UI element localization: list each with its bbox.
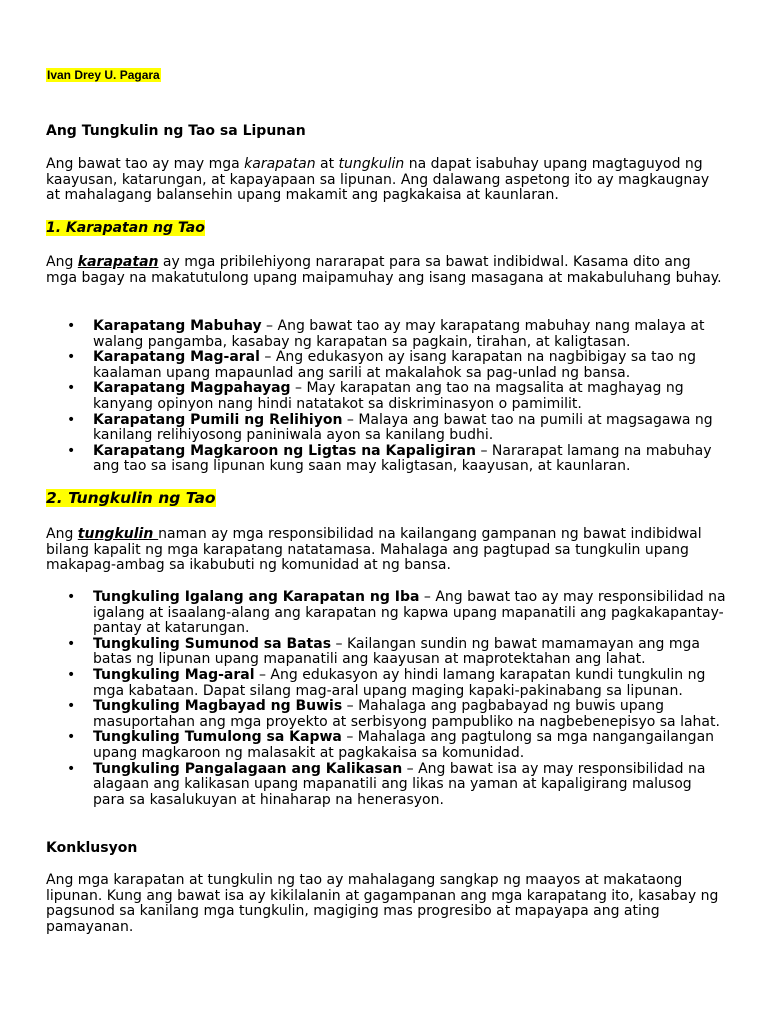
intro-paragraph: Ang bawat tao ay may mga karapatan at tungkulin na dapat isabuhay upang magtaguyod ng kaayusan, katarungan, at kapayapaan sa lipunan. Ang dalawang aspetong ito ay magkaugnay at mahalagang balansehin upang makamit ang pagkakaisa at kaunlaran. xyxy=(46,156,710,204)
list-item: • Tungkuling Tumulong sa Kapwa – Mahalaga ang pagtulong sa mga nangangailangan upang magkaroon ng malasakit at pagkakaisa sa komunidad. xyxy=(93,730,726,761)
list-item: • Tungkuling Igalang ang Karapatan ng Iba – Ang bawat tao ay may responsibilidad na igalang at isaalang-alang ang karapatan ng kapwa upang mapanatili ang pagkakapantay-pantay at katarungan. xyxy=(93,590,726,637)
list-item: • Tungkuling Pangalagaan ang Kalikasan – Ang bawat isa ay may responsibilidad na alagaan ang kalikasan upang mapanatili ang likas na yaman at kapaligirang malusog para sa kasalukuyan at hinaharap na henerasyon. xyxy=(93,762,726,809)
section-1-lead: Ang karapatan ay mga pribilehiyong nararapat para sa bawat indibidwal. Kasama dito ang mga bagay na makatutulong upang maipamuhay ang isang masagana at makabuluhang buhay. xyxy=(46,254,722,286)
tungkulin-term: tungkulin xyxy=(338,156,405,172)
list-item: • Karapatang Magpahayag – May karapatan ang tao na magsalita at maghayag ng kanyang opinyon nang hindi natatakot sa diskriminasyon o pamimilit. xyxy=(93,381,726,412)
section-2-lead: Ang tungkulin naman ay mga responsibilidad na kailangang gampanan ng bawat indibidwal bilang kapalit ng mga karapatang natatamasa. Mahalaga ang pagtupad sa tungkulin upang makapag-ambag sa ikabubuti ng komunidad at ng bansa. xyxy=(46,526,702,574)
author-name: Ivan Drey U. Pagara xyxy=(47,68,160,82)
section-2-heading-row xyxy=(46,491,726,508)
conclusion-heading: Konklusyon xyxy=(46,840,138,856)
list-item: • Karapatang Magkaroon ng Ligtas na Kapaligiran – Nararapat lamang na mabuhay ang tao sa isang lipunan kung saan may kaligtasan, kaayusan, at kaunlaran. xyxy=(93,444,726,475)
rights-list xyxy=(46,319,726,475)
karapatan-term: karapatan xyxy=(244,156,316,172)
conclusion-paragraph: Ang mga karapatan at tungkulin ng tao ay mahalagang sangkap ng maayos at makataong lipunan. Kung ang bawat isa ay kikilalanin at gagampanan ang mga karapatang ito, kasabay ng pagsunod sa kanilang mga tungkulin, magiging mas progresibo at mapayapa ang ating pamayanan. xyxy=(46,872,719,935)
section-2-heading: 2. Tungkulin ng Tao xyxy=(46,489,216,507)
section-1-heading-row xyxy=(46,221,726,237)
tungkulin-keyword: tungkulin xyxy=(77,526,159,542)
list-item: • Karapatang Pumili ng Relihiyon – Malaya ang bawat tao na pumili at magsagawa ng kanilang relihiyosong paniniwala ayon sa kanilang budhi. xyxy=(93,413,726,444)
list-item: • Tungkuling Mag-aral – Ang edukasyon ay hindi lamang karapatan kundi tungkulin ng mga kabataan. Dapat silang mag-aral upang maging kapaki-pakinabang sa lipunan. xyxy=(93,668,726,699)
list-item: • Karapatang Mag-aral – Ang edukasyon ay isang karapatan na nagbibigay sa tao ng kaalaman upang mapaunlad ang sarili at makalahok sa pag-unlad ng bansa. xyxy=(93,350,726,381)
list-item: • Tungkuling Magbayad ng Buwis – Mahalaga ang pagbabayad ng buwis upang masuportahan ang mga proyekto at serbisyong pampubliko na nagbebenepisyo sa lahat. xyxy=(93,699,726,730)
section-1-heading: 1. Karapatan ng Tao xyxy=(46,220,205,236)
list-item: • Tungkuling Sumunod sa Batas – Kailangan sundin ng bawat mamamayan ang mga batas ng lipunan upang mapanatili ang kaayusan at maprotektahan ang lahat. xyxy=(93,637,726,668)
duties-list xyxy=(46,590,726,808)
list-item: • Karapatang Mabuhay – Ang bawat tao ay may karapatang mabuhay nang malaya at walang pangamba, kasabay ng karapatan sa pagkain, tirahan, at kaligtasan. xyxy=(93,319,726,350)
document-title: Ang Tungkulin ng Tao sa Lipunan xyxy=(46,123,306,139)
karapatan-keyword: karapatan xyxy=(77,254,159,270)
